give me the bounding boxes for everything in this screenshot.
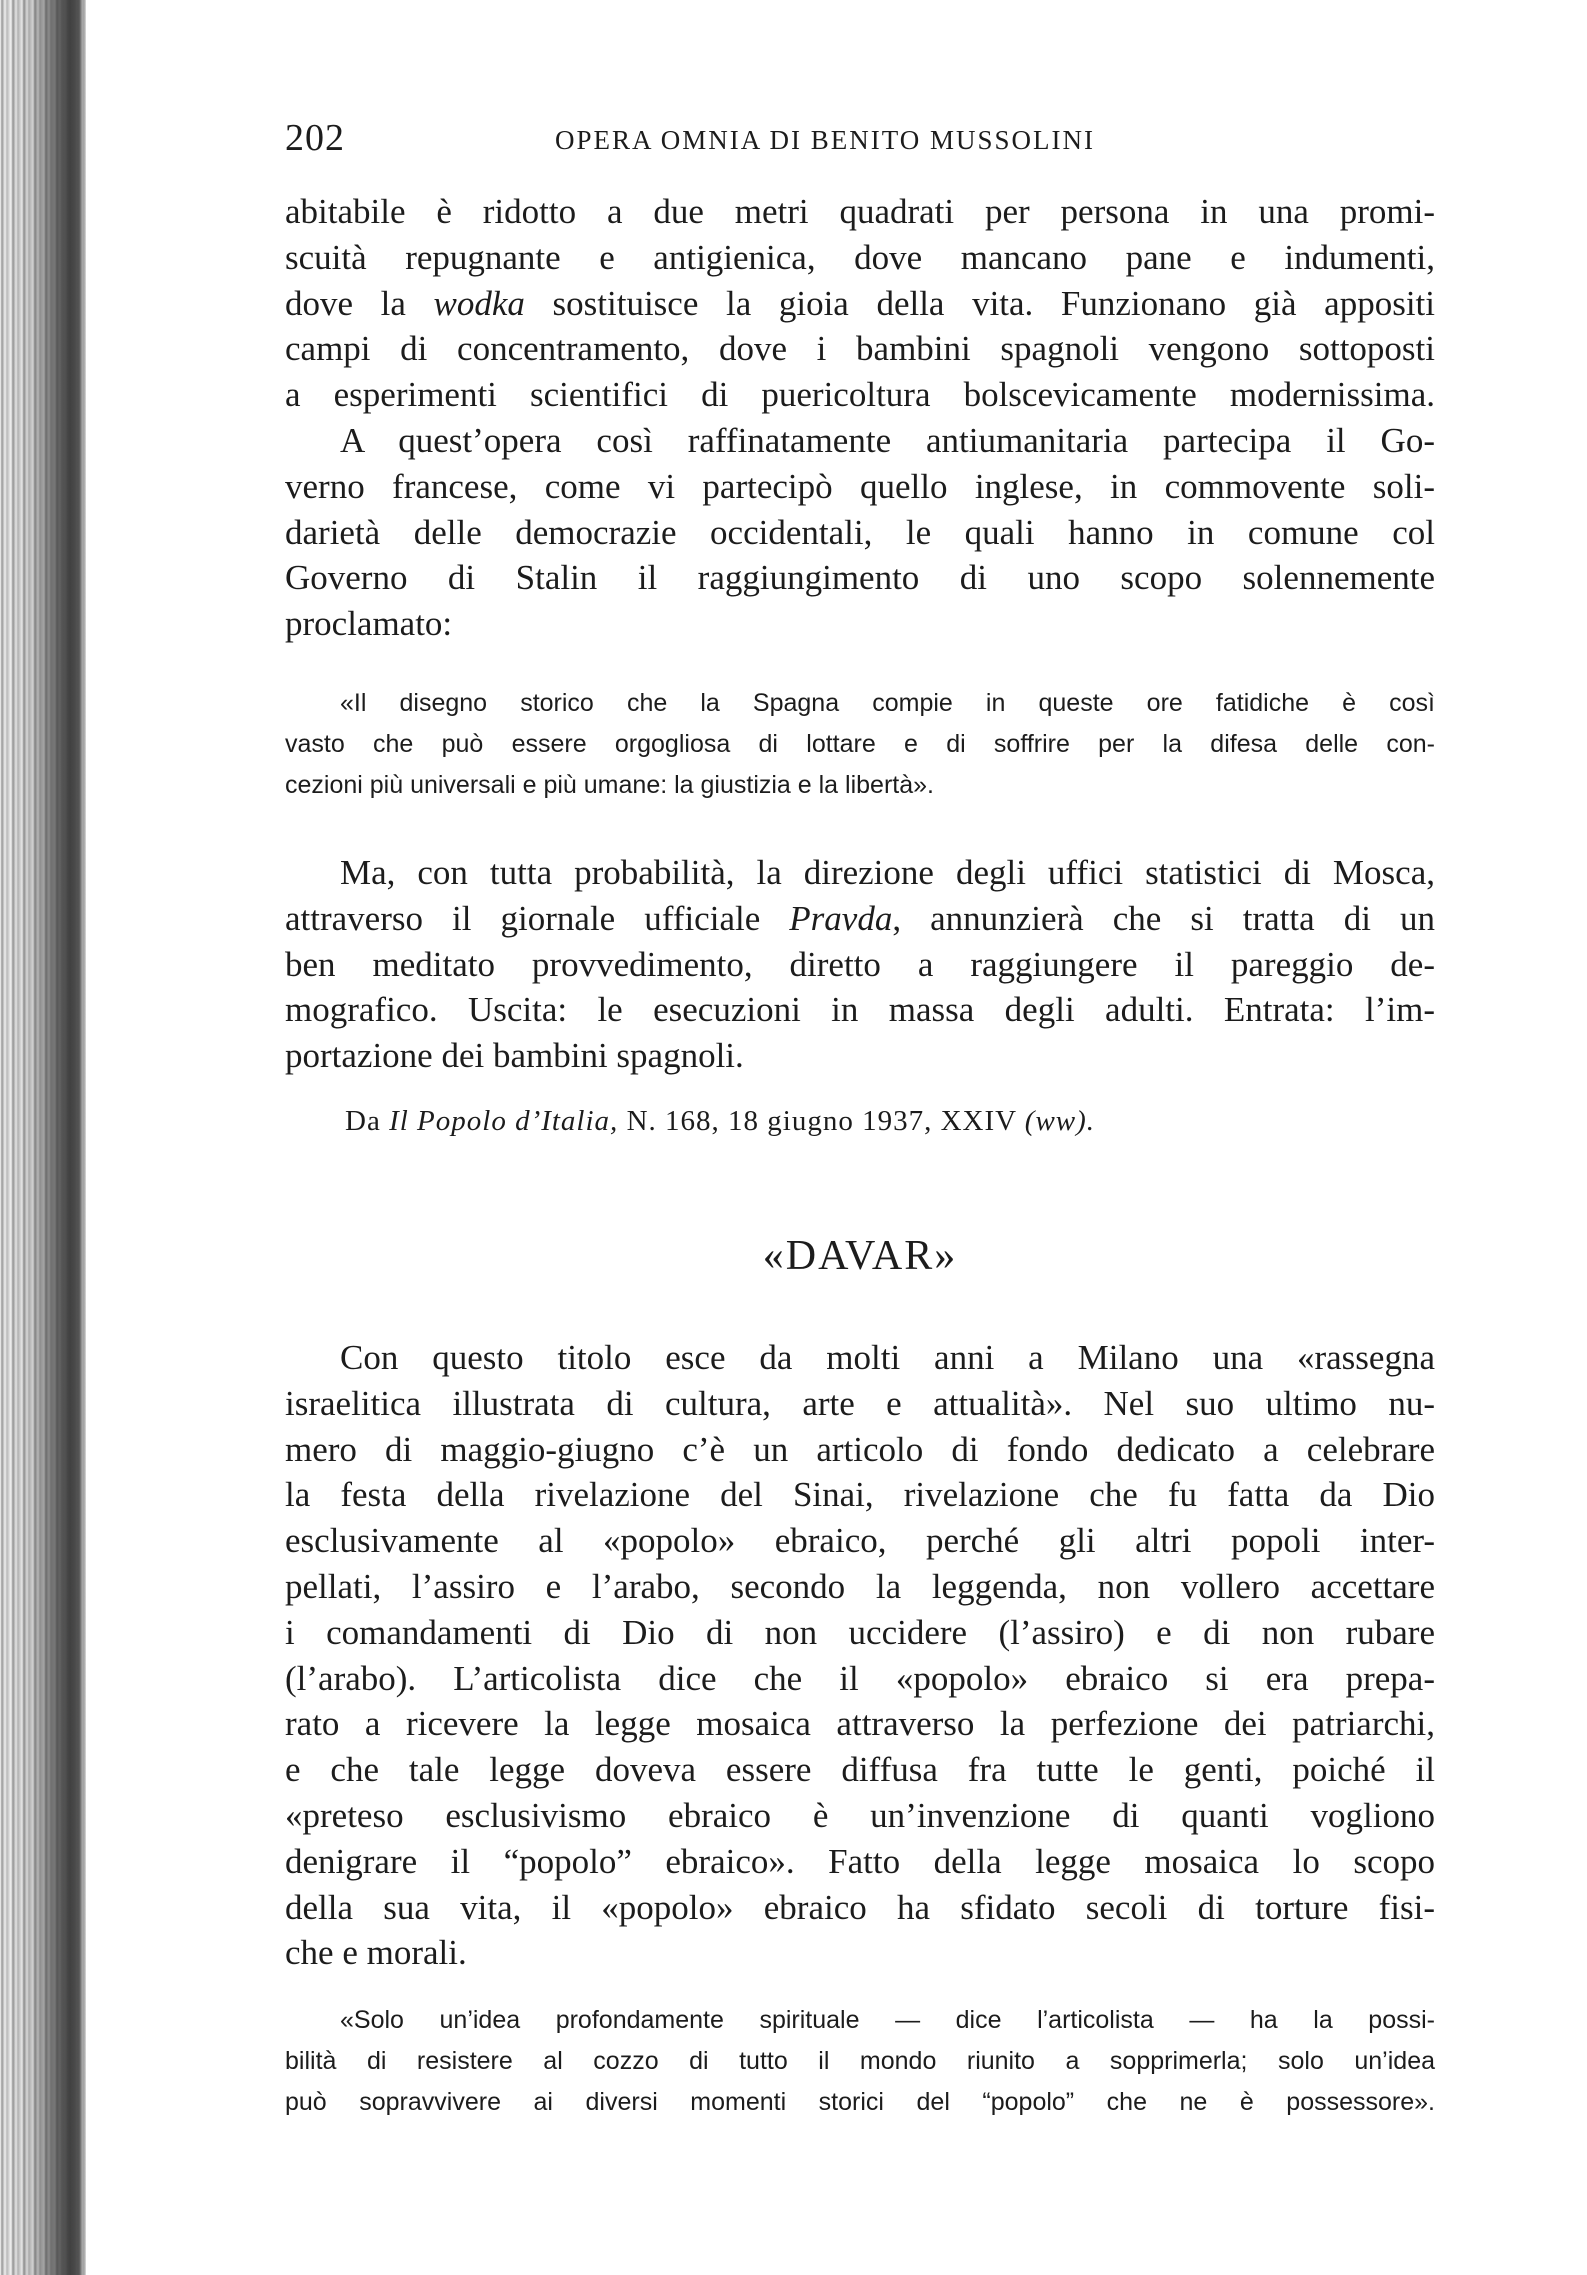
italic-term: wodka	[433, 283, 525, 323]
text-line: israelitica illustrata di cultura, arte e attualità». Nel suo ultimo nu-	[285, 1383, 1435, 1423]
text-line: denigrare il “popolo” ebraico». Fatto della legge mosaica lo scopo	[285, 1841, 1435, 1881]
text-line: a esperimenti scientifici di puericoltura bolscevicamente modernissima.	[285, 375, 1435, 415]
text-line: dove la wodka sostituisce la gioia della vita. Funzionano già appositi	[285, 283, 1435, 323]
text-line: campi di concentramento, dove i bambini spagnoli vengono sottoposti	[285, 329, 1435, 369]
page-header	[285, 116, 1435, 166]
text-line: e che tale legge doveva essere diffusa fra tutte le genti, poiché il	[285, 1750, 1435, 1790]
text-line: esclusivamente al «popolo» ebraico, perché gli altri popoli inter-	[285, 1521, 1435, 1561]
text-line: mografico. Uscita: le esecuzioni in massa degli adulti. Entrata: l’im-	[285, 990, 1435, 1030]
article-title: «DAVAR»	[762, 1233, 958, 1279]
book-page	[285, 0, 1435, 2275]
paragraph	[285, 418, 1435, 647]
text-line: che e morali.	[285, 1933, 467, 1973]
text-line: i comandamenti di Dio di non uccidere (l’assiro) e di non rubare	[285, 1612, 1435, 1652]
quote-line: può sopravvivere ai diversi momenti storici del “popolo” che ne è possessore».	[285, 2088, 1435, 2116]
text-line: «preteso esclusivismo ebraico è un’invenzione di quanti vogliono	[285, 1795, 1435, 1835]
block-quote	[285, 683, 1435, 806]
text-line: proclamato:	[285, 604, 453, 644]
text-line: verno francese, come vi partecipò quello inglese, in commovente soli-	[285, 466, 1435, 506]
text-line: la festa della rivelazione del Sinai, rivelazione che fu fatta da Dio	[285, 1475, 1435, 1515]
source-citation: Da Il Popolo d’Italia, N. 168, 18 giugno 1937, XXIV (ww).	[345, 1105, 1096, 1137]
text-line: scuità repugnante e antigienica, dove mancano pane e indumenti,	[285, 237, 1435, 277]
source-code: (ww).	[1024, 1105, 1096, 1137]
text-line: darietà delle democrazie occidentali, le quali hanno in comune col	[285, 512, 1435, 552]
quote-line: «Il disegno storico che la Spagna compie in queste ore fatidiche è così	[340, 689, 1435, 717]
quote-line: bilità di resistere al cozzo di tutto il mondo riunito a sopprimerla; solo un’idea	[285, 2047, 1435, 2075]
italic-newspaper: Pravda	[789, 898, 893, 938]
page-number: 202	[285, 117, 345, 159]
text-line: A quest’opera così raffinatamente antiumanitaria partecipa il Go-	[340, 421, 1435, 460]
text-line: della sua vita, il «popolo» ebraico ha sfidato secoli di torture fisi-	[285, 1887, 1435, 1927]
text-line: abitabile è ridotto a due metri quadrati per persona in una promi-	[285, 192, 1435, 231]
quote-line: vasto che può essere orgogliosa di lottare e di soffrire per la difesa delle con-	[285, 730, 1435, 758]
block-quote	[285, 2000, 1435, 2123]
text-line: pellati, l’assiro e l’arabo, secondo la leggenda, non vollero accettare	[285, 1566, 1435, 1606]
text-line: Ma, con tutta probabilità, la direzione degli uffici statistici di Mosca,	[340, 853, 1435, 892]
paragraph	[285, 1335, 1435, 1976]
quote-line: «Solo un’idea profondamente spirituale — dice l’articolista — ha la possi-	[340, 2006, 1435, 2034]
paragraph	[285, 850, 1435, 1079]
running-title: OPERA OMNIA DI BENITO MUSSOLINI	[555, 125, 1096, 155]
text-line: Governo di Stalin il raggiungimento di uno scopo solennemente	[285, 558, 1435, 598]
text-line: mero di maggio-giugno c’è un articolo di fondo dedicato a celebrare	[285, 1429, 1435, 1469]
text-line: rato a ricevere la legge mosaica attraverso la perfezione dei patriarchi,	[285, 1704, 1435, 1744]
quote-line: cezioni più universali e più umane: la giustizia e la libertà».	[285, 771, 934, 799]
text-line: attraverso il giornale ufficiale Pravda, annunzierà che si tratta di un	[285, 898, 1435, 938]
source-newspaper: Il Popolo d’Italia,	[389, 1105, 619, 1137]
text-line: portazione dei bambini spagnoli.	[285, 1036, 744, 1076]
text-line: ben meditato provvedimento, diretto a raggiungere il pareggio de-	[285, 944, 1435, 984]
text-line: (l’arabo). L’articolista dice che il «popolo» ebraico si era prepa-	[285, 1658, 1435, 1698]
paragraph-continuation	[285, 189, 1435, 418]
book-binding-shadow	[0, 0, 86, 2275]
text-line: Con questo titolo esce da molti anni a Milano una «rassegna	[340, 1338, 1435, 1377]
